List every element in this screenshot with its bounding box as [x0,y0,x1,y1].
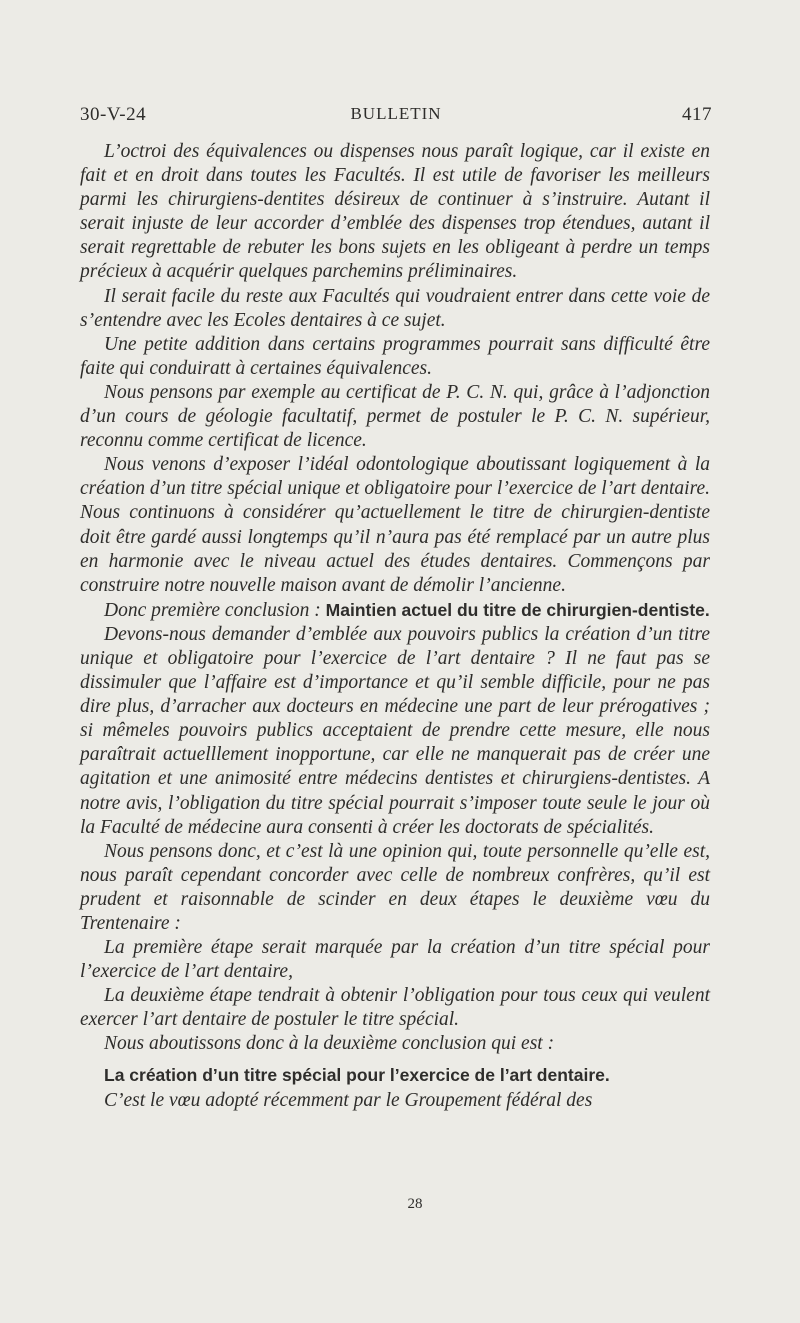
paragraph: Une petite addition dans certains programmes pourrait sans difficulté être faite qui conduiratt à certaines équivalences. [80,333,710,379]
paragraph: L’octroi des équivalences ou dispenses nous paraît logique, car il existe en fait et en droit dans toutes les Facultés. Il est utile de favoriser les meilleurs parmi les chirurgiens-dentites désireux de continuer à s’instruire. Autant il serait injuste de leur accorder d’emblée des dispenses trop étendues, autant il serait regrettable de rebuter les bons sujets en les obligeant à perdre un temps précieux à acquérir quelques parchemins préliminaires. [80,141,710,283]
paragraph: Il serait facile du reste aux Facultés qui voudraient entrer dans cette voie de s’entendre avec les Ecoles dentaires à ce sujet. [80,285,710,331]
first-conclusion-intro: Donc première conclusion : [104,599,326,621]
running-header [80,104,712,128]
first-conclusion [80,598,710,623]
paragraph: Nous venons d’exposer l’idéal odontologique aboutissant logiquement à la création d’un titre spécial unique et obligatoire pour l’exercice de l’art dentaire. Nous continuons à considérer qu’actuellement le titre de chirurgien-dentiste doit être gardé aussi longtemps qu’il n’aura pas été remplacé par un autre plus en harmonie avec le niveau actuel des études dentaires. Commençons par construire notre nouvelle maison avant de démolir l’ancienne. [80,454,710,596]
paragraph: C’est le vœu adopté récemment par le Groupement fédéral des [104,1089,593,1111]
paragraph: La première étape serait marquée par la création d’un titre spécial pour l’exercice de l’art dentaire, [80,937,710,983]
header-title: BULLETIN [350,104,442,123]
paragraph: Nous pensons par exemple au certificat de P. C. N. qui, grâce à l’adjonction d’un cours de géologie facultatif, permet de postuler le P. C. N. supérieur, reconnu comme certificat de licence. [80,381,710,452]
paragraph: Devons-nous demander d’emblée aux pouvoirs publics la création d’un titre unique et obligatoire pour l’exercice de l’art dentaire ? Il ne faut pas se dissimuler que l’affaire est d’importance et qu’il semble difficile, pour ne pas dire plus, d’arracher aux docteurs en médecine une part de leur prérogatives ; si mêmeles pouvoirs publics acceptaient de prendre cette mesure, elle nous paraîtrait actuelllement inopportune, car elle ne manquerait pas de créer une agitation et une animosité entre médecins dentistes et chirurgiens-dentistes. A notre avis, l’obligation du titre spécial pourrait s’imposer toute seule le jour où la Faculté de médecine aura consenti à créer les doctorats de spécialités. [80,623,710,838]
header-date: 30-V-24 [80,104,147,125]
body-text [80,140,710,1113]
paragraph: Nous aboutissons donc à la deuxième conclusion qui est : [104,1033,555,1055]
paragraph: La deuxième étape tendrait à obtenir l’obligation pour tous ceux qui veulent exercer l’art dentaire de postuler le titre spécial. [80,985,710,1031]
first-conclusion-text: Maintien actuel du titre de chirurgien-dentiste. [325,599,710,620]
header-page-number: 417 [682,104,712,125]
second-conclusion: La création d’un titre spécial pour l’exercice de l’art dentaire. [104,1064,610,1085]
paragraph: Nous pensons donc, et c’est là une opinion qui, toute personnelle qu’elle est, nous paraît cependant concorder avec celle de nombreux confrères, qu’il est prudent et raisonnable de scinder en deux étapes le deuxième vœu du Trentenaire : [80,840,710,934]
signature-mark: 28 [407,1196,423,1212]
